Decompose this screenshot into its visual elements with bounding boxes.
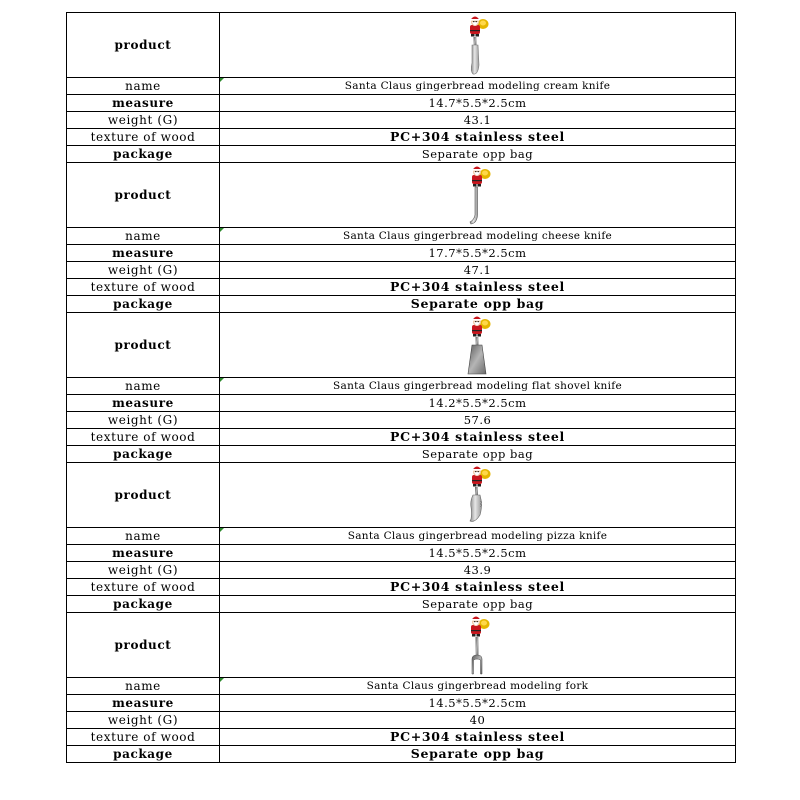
measure-label: measure [67, 95, 220, 112]
texture-label: texture of wood [67, 129, 220, 146]
measure-value: 17.7*5.5*2.5cm [220, 245, 736, 262]
texture-value: PC+304 stainless steel [220, 729, 736, 746]
name-label: name [67, 378, 220, 395]
texture-label: texture of wood [67, 279, 220, 296]
measure-value: 14.5*5.5*2.5cm [220, 695, 736, 712]
package-label: package [67, 296, 220, 313]
package-label: package [67, 446, 220, 463]
package-value: Separate opp bag [220, 746, 736, 763]
cream-knife-icon [220, 13, 735, 77]
weight-label: weight (G) [67, 412, 220, 429]
name-value: Santa Claus gingerbread modeling pizza knife [220, 528, 736, 545]
measure-label: measure [67, 245, 220, 262]
texture-label: texture of wood [67, 729, 220, 746]
measure-value: 14.2*5.5*2.5cm [220, 395, 736, 412]
package-row [67, 596, 736, 613]
name-value: Santa Claus gingerbread modeling flat shovel knife [220, 378, 736, 395]
weight-value: 47.1 [220, 262, 736, 279]
package-row [67, 446, 736, 463]
package-label: package [67, 146, 220, 163]
product-label: product [67, 13, 220, 78]
measure-row [67, 545, 736, 562]
measure-row [67, 395, 736, 412]
name-row [67, 678, 736, 695]
name-value: Santa Claus gingerbread modeling fork [220, 678, 736, 695]
weight-value: 40 [220, 712, 736, 729]
product-row [67, 463, 736, 528]
name-value: Santa Claus gingerbread modeling cheese knife [220, 228, 736, 245]
weight-label: weight (G) [67, 112, 220, 129]
fork-icon [220, 613, 735, 677]
name-label: name [67, 78, 220, 95]
name-label: name [67, 678, 220, 695]
package-row [67, 296, 736, 313]
package-row [67, 746, 736, 763]
product-row [67, 163, 736, 228]
texture-value: PC+304 stainless steel [220, 579, 736, 596]
name-label: name [67, 228, 220, 245]
name-row [67, 378, 736, 395]
product-label: product [67, 163, 220, 228]
texture-value: PC+304 stainless steel [220, 279, 736, 296]
product-row [67, 313, 736, 378]
product-label: product [67, 613, 220, 678]
measure-label: measure [67, 545, 220, 562]
weight-row [67, 712, 736, 729]
weight-value: 43.1 [220, 112, 736, 129]
product-image [220, 613, 736, 678]
weight-row [67, 262, 736, 279]
name-row [67, 528, 736, 545]
texture-row [67, 729, 736, 746]
weight-row [67, 112, 736, 129]
pizza-knife-icon [220, 463, 735, 527]
product-image [220, 463, 736, 528]
weight-row [67, 412, 736, 429]
texture-label: texture of wood [67, 579, 220, 596]
name-row [67, 78, 736, 95]
package-label: package [67, 596, 220, 613]
weight-label: weight (G) [67, 262, 220, 279]
measure-label: measure [67, 695, 220, 712]
package-value: Separate opp bag [220, 296, 736, 313]
cheese-knife-icon [220, 163, 735, 227]
weight-row [67, 562, 736, 579]
weight-label: weight (G) [67, 712, 220, 729]
measure-row [67, 95, 736, 112]
package-row [67, 146, 736, 163]
package-value: Separate opp bag [220, 146, 736, 163]
product-image [220, 13, 736, 78]
texture-value: PC+304 stainless steel [220, 129, 736, 146]
measure-row [67, 245, 736, 262]
product-image [220, 163, 736, 228]
name-label: name [67, 528, 220, 545]
package-value: Separate opp bag [220, 446, 736, 463]
measure-value: 14.7*5.5*2.5cm [220, 95, 736, 112]
shovel-knife-icon [220, 313, 735, 377]
texture-label: texture of wood [67, 429, 220, 446]
name-row [67, 228, 736, 245]
product-image [220, 313, 736, 378]
weight-label: weight (G) [67, 562, 220, 579]
weight-value: 57.6 [220, 412, 736, 429]
product-label: product [67, 313, 220, 378]
texture-row [67, 129, 736, 146]
name-value: Santa Claus gingerbread modeling cream knife [220, 78, 736, 95]
package-value: Separate opp bag [220, 596, 736, 613]
measure-value: 14.5*5.5*2.5cm [220, 545, 736, 562]
measure-row [67, 695, 736, 712]
texture-row [67, 279, 736, 296]
product-row [67, 613, 736, 678]
texture-value: PC+304 stainless steel [220, 429, 736, 446]
product-label: product [67, 463, 220, 528]
product-row [67, 13, 736, 78]
measure-label: measure [67, 395, 220, 412]
weight-value: 43.9 [220, 562, 736, 579]
package-label: package [67, 746, 220, 763]
texture-row [67, 429, 736, 446]
texture-row [67, 579, 736, 596]
product-spec-sheet [66, 12, 736, 763]
